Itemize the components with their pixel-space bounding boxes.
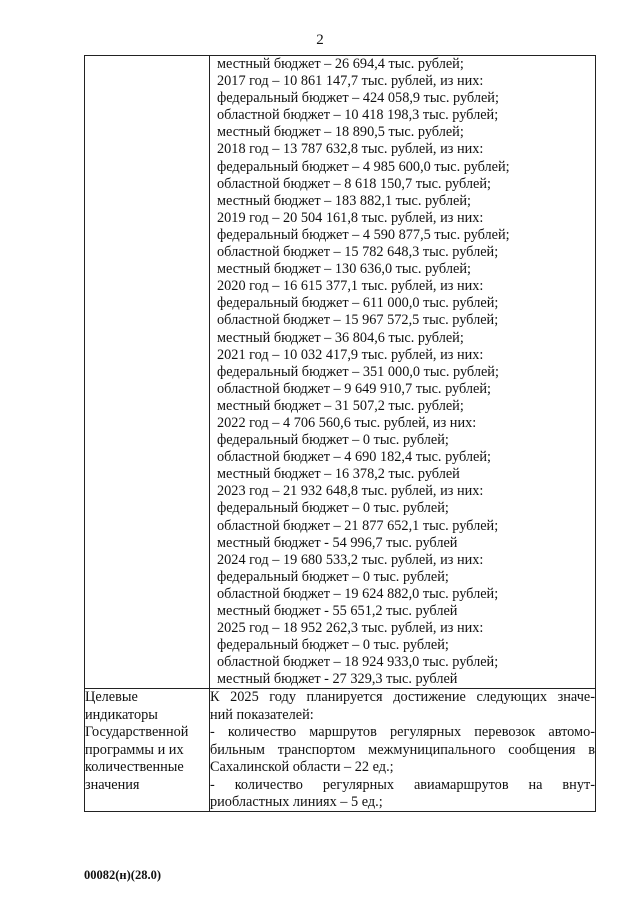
indicator-text-line: Сахалинской области – 22 ед.;	[210, 759, 394, 776]
funding-line: местный бюджет – 130 636,0 тыс. рублей;	[217, 261, 471, 278]
indicators-label-cell	[85, 689, 210, 812]
indicator-text-line: бильным транспортом межмуниципального сообщения в	[210, 741, 595, 758]
indicator-text-line: ний показателей:	[210, 706, 314, 723]
indicators-label-line: Государственной	[85, 724, 189, 741]
indicators-label-line: индикаторы	[85, 706, 158, 723]
funding-line: 2025 год – 18 952 262,3 тыс. рублей, из них:	[217, 620, 484, 637]
funding-line: областной бюджет – 19 624 882,0 тыс. рублей;	[217, 585, 499, 602]
funding-line: местный бюджет - 55 651,2 тыс. рублей	[217, 603, 458, 619]
funding-line: местный бюджет – 26 694,4 тыс. рублей;	[217, 56, 464, 72]
funding-row	[85, 56, 596, 689]
funding-line: местный бюджет - 27 329,3 тыс. рублей	[217, 671, 458, 688]
funding-line: федеральный бюджет – 351 000,0 тыс. рублей;	[217, 363, 499, 380]
indicators-text	[210, 689, 595, 811]
funding-line: федеральный бюджет – 0 тыс. рублей;	[217, 500, 449, 517]
funding-values-cell	[210, 56, 596, 689]
funding-line: местный бюджет – 36 804,6 тыс. рублей;	[217, 329, 464, 346]
funding-line: областной бюджет – 18 924 933,0 тыс. рублей;	[217, 654, 499, 671]
funding-line: федеральный бюджет – 424 058,9 тыс. рублей;	[217, 90, 499, 107]
indicators-label	[85, 689, 209, 793]
indicators-row	[85, 689, 596, 812]
funding-line: 2022 год – 4 706 560,6 тыс. рублей, из них:	[217, 414, 477, 431]
indicators-label-line: значения	[85, 776, 140, 793]
funding-line: федеральный бюджет – 4 590 877,5 тыс. рублей;	[217, 226, 510, 243]
funding-line: 2018 год – 13 787 632,8 тыс. рублей, из них:	[217, 141, 484, 158]
funding-line: федеральный бюджет – 0 тыс. рублей;	[217, 432, 449, 449]
funding-line: областной бюджет – 9 649 910,7 тыс. рублей;	[217, 380, 492, 397]
indicator-text-line: - количество маршрутов регулярных перевозок автомо-	[210, 724, 595, 741]
funding-line: местный бюджет – 16 378,2 тыс. рублей	[217, 466, 460, 483]
funding-line: областной бюджет – 4 690 182,4 тыс. рублей;	[217, 449, 492, 466]
funding-line: федеральный бюджет – 611 000,0 тыс. рублей;	[217, 295, 499, 312]
funding-label-cell	[85, 56, 210, 689]
program-passport-table	[84, 55, 596, 812]
funding-line: 2020 год – 16 615 377,1 тыс. рублей, из них:	[217, 278, 484, 295]
funding-line: федеральный бюджет – 4 985 600,0 тыс. рублей;	[217, 158, 510, 175]
funding-line: 2017 год – 10 861 147,7 тыс. рублей, из них:	[217, 73, 484, 90]
funding-line: областной бюджет – 21 877 652,1 тыс. рублей;	[217, 517, 499, 534]
indicator-text-line: - количество регулярных авиамаршрутов на внут-	[210, 776, 595, 793]
funding-line: областной бюджет – 10 418 198,3 тыс. рублей;	[217, 107, 499, 124]
indicators-label-line: Целевые	[85, 689, 138, 706]
funding-line: областной бюджет – 15 967 572,5 тыс. рублей;	[217, 312, 499, 329]
indicator-text-line: К 2025 году планируется достижение следующих значе-	[210, 689, 595, 706]
funding-line: областной бюджет – 8 618 150,7 тыс. рублей;	[217, 175, 492, 192]
funding-line: местный бюджет – 31 507,2 тыс. рублей;	[217, 397, 464, 414]
indicators-text-cell	[210, 689, 596, 812]
indicators-label-line: программы и их	[85, 741, 184, 758]
funding-line: местный бюджет – 18 890,5 тыс. рублей;	[217, 124, 464, 141]
funding-line: федеральный бюджет – 0 тыс. рублей;	[217, 637, 449, 654]
indicator-text-line: риобластных линиях – 5 ед.;	[210, 793, 383, 810]
funding-line: 2024 год – 19 680 533,2 тыс. рублей, из них:	[217, 551, 484, 568]
funding-lines	[210, 56, 595, 688]
funding-line: 2019 год – 20 504 161,8 тыс. рублей, из них:	[217, 209, 484, 226]
page-number: 2	[316, 32, 324, 48]
funding-line: 2023 год – 21 932 648,8 тыс. рублей, из них:	[217, 483, 484, 500]
funding-line: местный бюджет - 54 996,7 тыс. рублей	[217, 534, 458, 551]
indicators-label-line: количественные	[85, 759, 184, 776]
funding-line: 2021 год – 10 032 417,9 тыс. рублей, из них:	[217, 346, 484, 363]
document-code: 00082(н)(28.0)	[84, 868, 161, 882]
funding-line: областной бюджет – 15 782 648,3 тыс. рублей;	[217, 244, 499, 261]
funding-line: федеральный бюджет – 0 тыс. рублей;	[217, 568, 449, 585]
funding-line: местный бюджет – 183 882,1 тыс. рублей;	[217, 192, 471, 209]
